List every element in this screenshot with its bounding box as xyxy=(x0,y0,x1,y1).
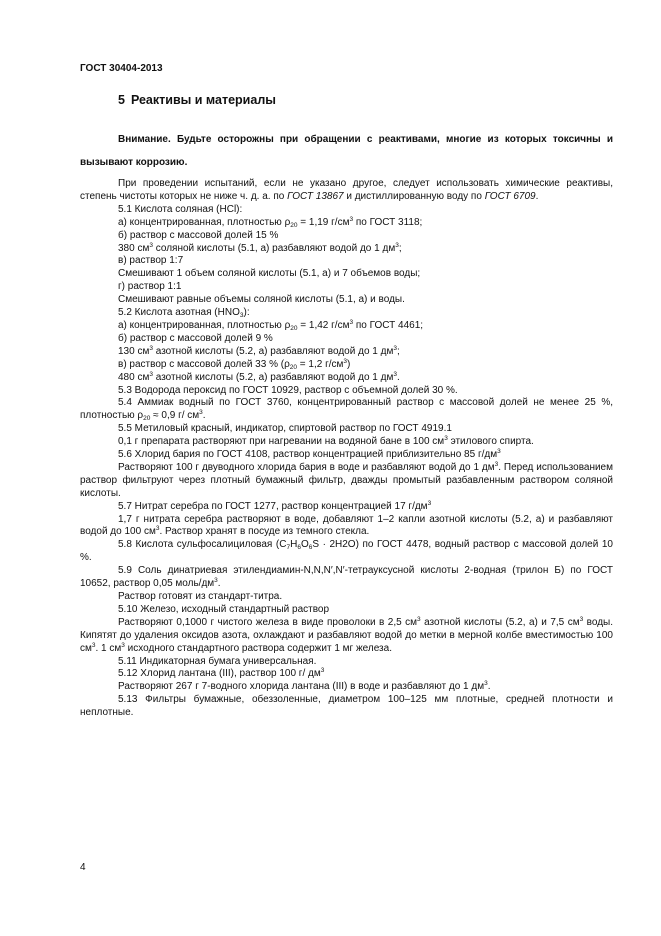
paragraph-5-10-title: 5.10 Железо, исходный стандартный раствор xyxy=(118,603,330,615)
warning-paragraph: Внимание. Будьте осторожны при обращении с реактивами, многие из которых токсичны и вызывают коррозию. xyxy=(80,134,613,168)
hcl-item-b: б) раствор с массовой долей 15 % xyxy=(118,229,279,241)
paragraph-5-8: 5.8 Кислота сульфосалициловая $(C_7H_6O_6S \cdot 2H2O)$ по ГОСТ 4478, водный раствор с массовой долей 10 %. xyxy=(80,539,613,564)
paragraph-5-11: 5.11 Индикаторная бумага универсальная. xyxy=(118,655,317,667)
paragraph-5-6-title: 5.6 Хлорид бария по ГОСТ 4108, раствор концентрацией приблизительно 85 $г/дм^3$ xyxy=(118,448,501,461)
hno3-title: 5.2 Кислота азотная $(HNO_3)$: xyxy=(118,307,250,320)
page-number: 4 xyxy=(80,862,86,873)
paragraph-5-12-prep: Растворяют 267 г 7-водного хлорида лантана (III) в воде и разбавляют до 1 $дм^3$. xyxy=(118,680,491,693)
intro-text: и дистиллированную воду по xyxy=(343,190,485,202)
hno3-item-b-prep: 130 $см^3$ азотной кислоты (5.2, а) разбавляют водой до 1 $дм^3$; xyxy=(118,344,400,357)
section-heading xyxy=(118,93,276,107)
section-title: Реактивы и материалы xyxy=(130,93,276,107)
gost-6709-reference: ГОСТ 6709 xyxy=(484,190,536,202)
paragraph-5-4: 5.4 Аммиак водный по ГОСТ 3760, концентрированный раствор с массовой долей не менее 25 %, плотностью $\rho_{20} \approx 0,9$ г/ $см^3$. xyxy=(80,397,613,423)
hcl-item-v-prep: Смешивают 1 объем соляной кислоты (5.1, а) и 7 объемов воды; xyxy=(118,268,421,280)
intro-paragraph xyxy=(80,178,613,204)
document-header: ГОСТ 30404-2013 xyxy=(80,63,163,74)
hno3-item-b: б) раствор с массовой долей 9 % xyxy=(118,332,273,344)
paragraph-5-7-title: 5.7 Нитрат серебра по ГОСТ 1277, раствор концентрацией 17 $г/дм^3$ xyxy=(118,499,432,512)
paragraph-5-6-prep: Растворяют 100 г двуводного хлорида бария в воде и разбавляют водой до 1 $дм^3$. Перед использованием раствор фильтруют через плотный бумажный фильтр, дважды промытый разбавленным раствором соляной кислоты. xyxy=(80,460,613,499)
hno3-item-v-prep: 480 $см^3$ азотной кислоты (5.2, а) разбавляют водой до 1 $дм^3$. xyxy=(118,370,400,383)
hcl-item-g: г) раствор 1:1 xyxy=(118,281,182,293)
paragraph-5-12-title: 5.12 Хлорид лантана (III), раствор 100 г/ $дм^3$ xyxy=(118,667,325,680)
hcl-item-g-prep: Смешивают равные объемы соляной кислоты (5.1, а) и воды. xyxy=(118,294,405,306)
intro-text: . xyxy=(535,190,539,202)
hcl-title: 5.1 Кислота соляная (HCl): xyxy=(118,203,243,215)
paragraph-5-10-prep: Растворяют 0,1000 г чистого железа в виде проволоки в 2,5 $см^3$ азотной кислоты (5.2, а) и 7,5 $см^3$ воды. Кипятят до удаления оксидов азота, охлаждают и разбавляют водой до метки в мерной колбе вместимостью 100 $см^3$. 1 $см^3$ исходного стандартного раствора содержит 1 мг железа. xyxy=(80,615,613,654)
paragraph-5-3: 5.3 Водорода пероксид по ГОСТ 10929, раствор с объемной долей 30 %. xyxy=(118,384,458,396)
gost-13867-reference: ГОСТ 13867 xyxy=(287,190,344,202)
paragraph-5-5-prep: 0,1 г препарата растворяют при нагревании на водяной бане в 100 $см^3$ этилового спирта. xyxy=(118,435,534,448)
paragraph-5-5-title: 5.5 Метиловый красный, индикатор, спиртовой раствор по ГОСТ 4919.1 xyxy=(118,423,452,435)
hcl-item-v: в) раствор 1:7 xyxy=(118,255,184,267)
hno3-item-v: в) раствор с массовой долей 33 % ($\rho_{20} = 1,2$ $г/см^3$) xyxy=(118,357,351,371)
section-number: 5 xyxy=(118,93,125,107)
intro-text: При проведении испытаний, если не указано другое, следует использовать химические реактивы, степень чистоты которых не ниже ч. д. а. по xyxy=(80,178,613,202)
paragraph-5-13: 5.13 Фильтры бумажные, обеззоленные, диаметром 100–125 мм плотные, средней плотности и неплотные. xyxy=(80,694,613,719)
paragraph-5-9-prep: Раствор готовят из стандарт-титра. xyxy=(118,591,283,602)
hcl-item-a: а) концентрированная, плотностью $\rho_{20} = 1,19$ $г/см^3$ по ГОСТ 3118; xyxy=(118,215,423,229)
paragraph-5-7-prep: 1,7 г нитрата серебра растворяют в воде, добавляют 1–2 капли азотной кислоты (5.2, а) и разбавляют водой до 100 $см^3$. Раствор хранят в посуде из темного стекла. xyxy=(80,513,613,538)
document-body xyxy=(80,128,613,720)
hno3-item-a: а) концентрированная, плотностью $\rho_{20} = 1,42$ $г/см^3$ по ГОСТ 4461; xyxy=(118,318,424,332)
hcl-item-b-prep: 380 $см^3$ соляной кислоты (5.1, а) разбавляют водой до 1 $дм^3$; xyxy=(118,241,402,254)
paragraph-5-9-title: 5.9 Соль динатриевая этилендиамин-N,N,N′,N′-тетрауксусной кислоты 2-водная (трилон Б) по ГОСТ 10652, раствор 0,05 моль/$дм^3$. xyxy=(80,565,613,590)
